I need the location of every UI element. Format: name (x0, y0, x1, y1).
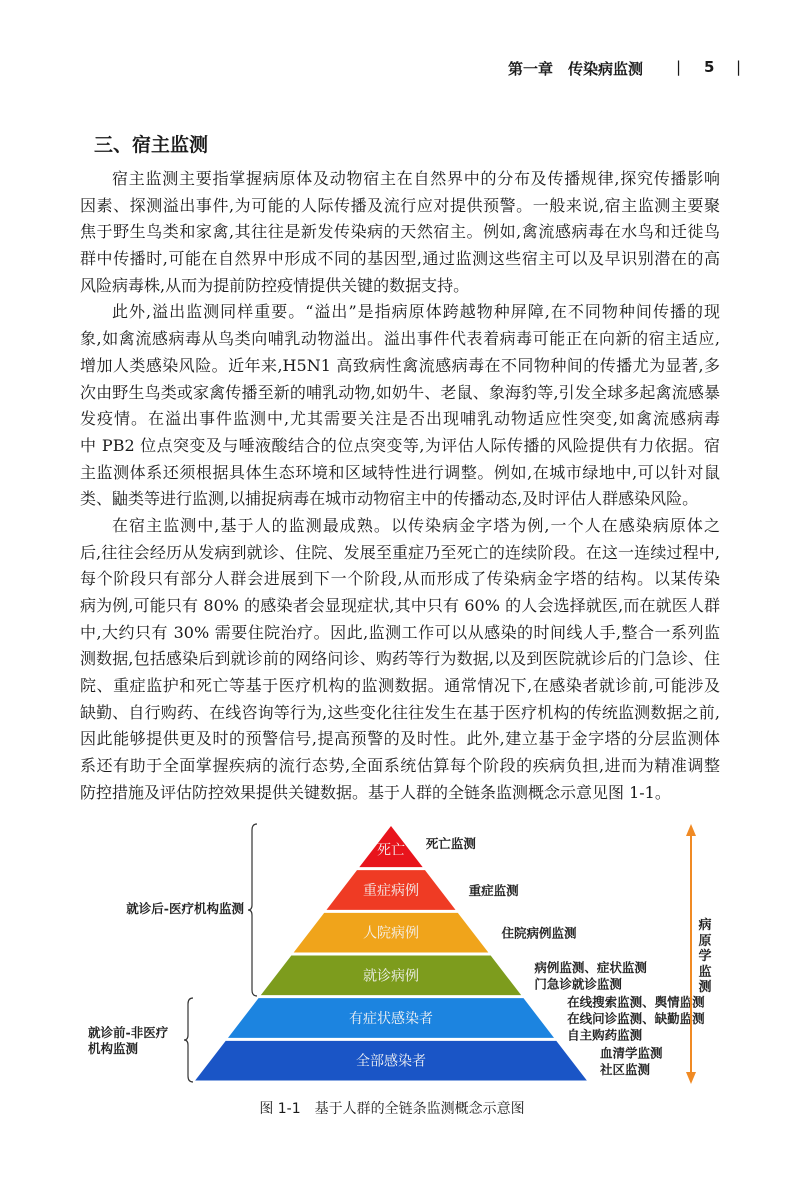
paragraph-line: 每个阶段只有部分人群会进展到下一个阶段,从而形成了传染病金字塔的结构。以某传染 (80, 569, 720, 589)
page-number: 5 (704, 58, 715, 76)
paragraph-line: 后,往往会经历从发病到就诊、住院、发展至重症乃至死亡的连续阶段。在这一连续过程中, (80, 542, 720, 562)
paragraph-line: 在宿主监测中,基于人的监测最成熟。以传染病金字塔为例,一个人在感染病原体之 (112, 515, 720, 535)
monitoring-method-label: 病例监测、症状监测 (534, 960, 647, 976)
paragraph-line: 中 PB2 位点突变及与唾液酸结合的位点突变等,为评估人际传播的风险提供有力依据。宿 (80, 435, 720, 455)
monitoring-method-label: 死亡监测 (425, 836, 476, 851)
pyramid-layer-label: 死亡 (377, 842, 405, 859)
pyramid-layer-label: 全部感染者 (356, 1053, 426, 1070)
bracket-label-pre-visit: 就诊前-非医疗 (88, 1025, 169, 1040)
paragraph-line: 风险病毒株,从而为提前防控疫情提供关键的数据支持。 (80, 275, 470, 295)
header-divider: | (676, 58, 682, 76)
paragraph-line: 缺勤、自行购药、在线咨询等行为,这些变化往往发生在基于医疗机构的传统监测数据之前, (80, 702, 720, 722)
paragraph-line: 群中传播时,可能在自然界中形成不同的基因型,通过监测这些宿主可以及早识别潜在的高 (80, 249, 720, 269)
paragraph-line: 增加人类感染风险。近年来,H5N1 高致病性禽流感病毒在不同物种间的传播尤为显著,多 (80, 355, 720, 375)
pyramid-layer-label: 重症病例 (363, 883, 419, 899)
monitoring-method-label: 门急诊就诊监测 (534, 976, 622, 992)
lower-bracket (184, 998, 193, 1082)
paragraph-line: 因此能够提供更及时的预警信号,提高预警的及时性。此外,建立基于金字塔的分层监测体 (80, 729, 720, 749)
pyramid-layer-label: 就诊病例 (363, 968, 419, 985)
paragraph-line: 中,大约只有 30% 需要住院治疗。因此,监测工作可以从感染的时间线人手,整合一系列监 (80, 622, 720, 642)
paragraph-line: 发疫情。在溢出事件监测中,尤其需要关注是否出现哺乳动物适应性突变,如禽流感病毒 (80, 409, 720, 429)
pathogen-monitoring-label: 病原学监测 (698, 918, 712, 995)
paragraph-line: 系还有助于全面掌握疾病的流行态势,全面系统估算每个阶段的疾病负担,进而为精准调整 (80, 756, 720, 776)
upper-bracket (248, 824, 257, 996)
monitoring-method-label: 重症监测 (468, 883, 519, 898)
section-title: 三、宿主监测 (94, 134, 209, 156)
bracket-label-post-visit: 就诊后-医疗机构监测 (126, 901, 244, 916)
paragraph-line: 主监测体系还须根据具体生态环境和区域特性进行调整。例如,在城市绿地中,可以针对鼠 (80, 462, 720, 482)
figure-caption: 图 1-1 基于人群的全链条监测概念示意图 (259, 1101, 525, 1117)
paragraph-line: 象,如禽流感病毒从鸟类向哺乳动物溢出。溢出事件代表着病毒可能正在向新的宿主适应, (80, 329, 720, 349)
paragraph-line: 焦于野生鸟类和家禽,其往往是新发传染病的天然宿主。例如,禽流感病毒在水鸟和迁徙鸟 (80, 222, 720, 242)
paragraph-line: 病为例,可能只有 80% 的感染者会显现症状,其中只有 60% 的人会选择就医,而在就医人群 (80, 596, 720, 615)
monitoring-method-label: 住院病例监测 (501, 925, 577, 941)
paragraph-line: 测数据,包括感染后到就诊前的网络问诊、购药等行为数据,以及到医院就诊后的门急诊、住 (80, 649, 720, 669)
chapter-title: 第一章 传染病监测 (508, 60, 644, 78)
monitoring-method-label: 在线问诊监测、缺勤监测 (567, 1011, 705, 1026)
paragraph-line: 类、鼬类等进行监测,以捕捉病毒在城市动物宿主中的传播动态,及时评估人群感染风险。 (80, 489, 699, 509)
header-divider: | (736, 58, 742, 76)
paragraph-line: 宿主监测主要指掌握病原体及动物宿主在自然界中的分布及传播规律,探究传播影响 (112, 169, 720, 188)
paragraph-line: 此外,溢出监测同样重要。“溢出”是指病原体跨越物种屏障,在不同物种间传播的现 (112, 302, 720, 322)
paragraph-line: 次由野生鸟类或家禽传播至新的哺乳动物,如奶牛、老鼠、象海豹等,引发全球多起禽流感暴 (80, 382, 720, 402)
bracket-label-pre-visit: 机构监测 (88, 1041, 139, 1056)
monitoring-method-label: 在线搜索监测、舆情监测 (567, 994, 705, 1010)
monitoring-method-label: 社区监测 (600, 1061, 651, 1077)
pyramid-layer-label: 人院病例 (363, 925, 419, 942)
monitoring-method-label: 血清学监测 (600, 1045, 663, 1061)
paragraph-line: 院、重症监护和死亡等基于医疗机构的监测数据。通常情况下,在感染者就诊前,可能涉及 (80, 676, 720, 696)
paragraph-line: 防控措施及评估防控效果提供关键数据。基于人群的全链条监测概念示意见图 1-1。 (80, 782, 671, 802)
arrow-down-icon (686, 1072, 696, 1084)
arrow-up-icon (686, 824, 696, 836)
paragraph-line: 因素、探测溢出事件,为可能的人际传播及流行应对提供预警。一般来说,宿主监测主要聚 (80, 195, 720, 215)
monitoring-method-label: 自主购药监测 (567, 1027, 643, 1043)
pyramid-layer-label: 有症状感染者 (349, 1011, 433, 1027)
